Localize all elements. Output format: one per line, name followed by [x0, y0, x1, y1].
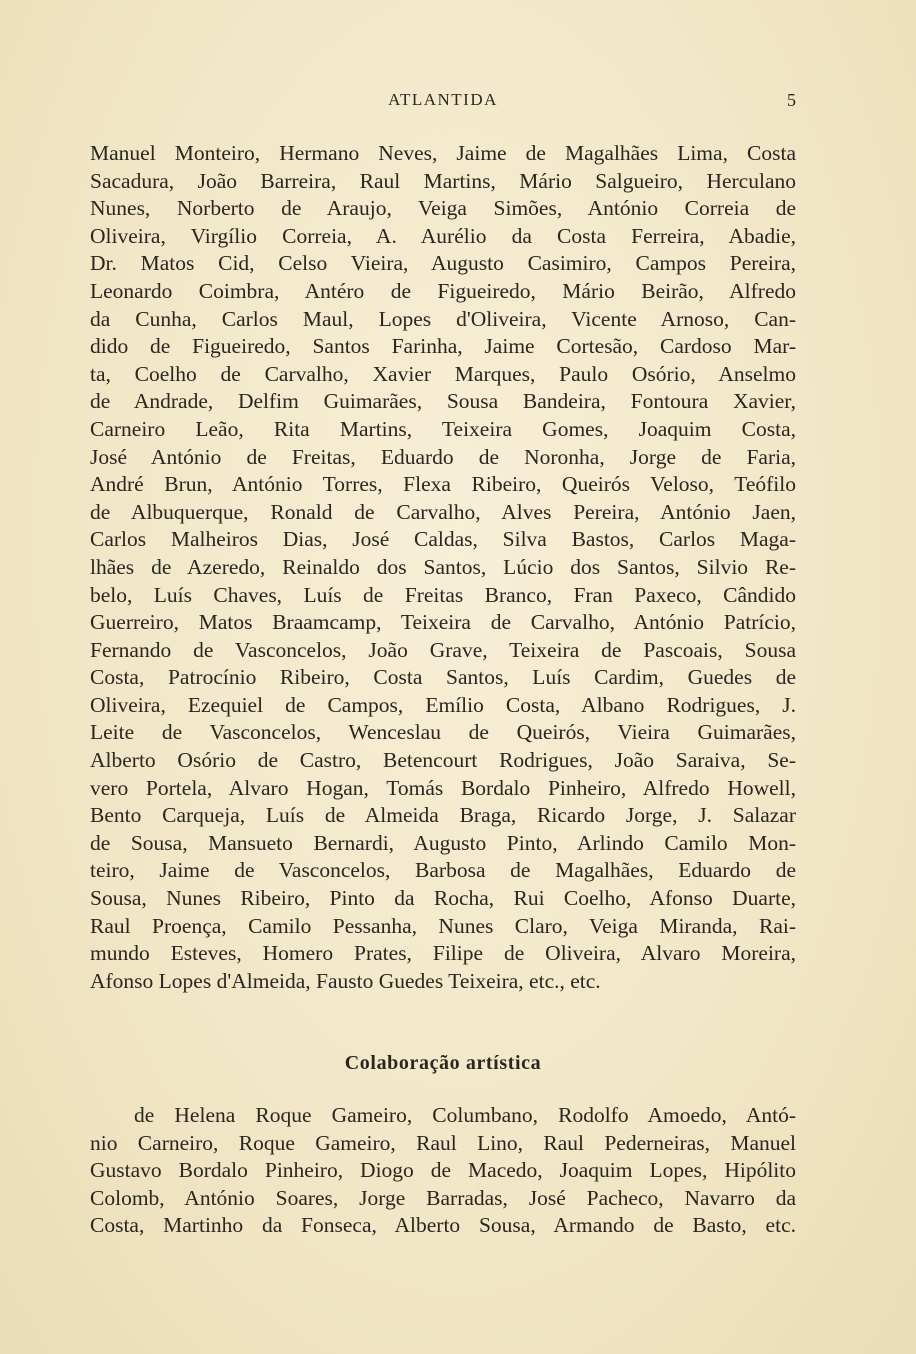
text-line: Colomb, António Soares, Jorge Barradas, José Pacheco, Navarro da: [90, 1185, 796, 1210]
text-line: Leonardo Coimbra, Antéro de Figueiredo, Mário Beirão, Alfredo: [90, 278, 796, 303]
text-line: Raul Proença, Camilo Pessanha, Nunes Claro, Veiga Miranda, Rai-: [90, 913, 796, 938]
running-header: [90, 90, 796, 114]
text-line: de Albuquerque, Ronald de Carvalho, Alves Pereira, António Jaen,: [90, 499, 796, 524]
artistic-paragraph: [90, 1102, 796, 1240]
contributors-paragraph: [90, 140, 796, 995]
text-line: lhães de Azeredo, Reinaldo dos Santos, Lúcio dos Santos, Silvio Re-: [90, 554, 796, 579]
text-line: Bento Carqueja, Luís de Almeida Braga, Ricardo Jorge, J. Salazar: [90, 803, 796, 828]
text-line: Leite de Vasconcelos, Wenceslau de Queirós, Vieira Guimarães,: [90, 720, 796, 745]
text-line: teiro, Jaime de Vasconcelos, Barbosa de Magalhães, Eduardo de: [90, 858, 796, 883]
text-line: de Andrade, Delfim Guimarães, Sousa Bandeira, Fontoura Xavier,: [90, 389, 796, 414]
text-line: Guerreiro, Matos Braamcamp, Teixeira de Carvalho, António Patrício,: [90, 610, 796, 635]
text-line: belo, Luís Chaves, Luís de Freitas Branco, Fran Paxeco, Cândido: [90, 582, 796, 607]
text-line: Costa, Martinho da Fonseca, Alberto Sousa, Armando de Basto, etc.: [90, 1213, 796, 1238]
text-line: ta, Coelho de Carvalho, Xavier Marques, Paulo Osório, Anselmo: [90, 361, 796, 386]
text-line: Sacadura, João Barreira, Raul Martins, Mário Salgueiro, Herculano: [90, 168, 796, 193]
text-line: de Helena Roque Gameiro, Columbano, Rodolfo Amoedo, Antó-: [134, 1103, 796, 1127]
text-line: André Brun, António Torres, Flexa Ribeiro, Queirós Veloso, Teófilo: [90, 472, 796, 497]
page-number: 5: [787, 90, 796, 110]
text-line: Dr. Matos Cid, Celso Vieira, Augusto Casimiro, Campos Pereira,: [90, 251, 796, 276]
text-line: de Sousa, Mansueto Bernardi, Augusto Pinto, Arlindo Camilo Mon-: [90, 830, 796, 855]
text-line: Gustavo Bordalo Pinheiro, Diogo de Macedo, Joaquim Lopes, Hipólito: [90, 1158, 796, 1183]
text-line: Sousa, Nunes Ribeiro, Pinto da Rocha, Rui Coelho, Afonso Duarte,: [90, 886, 796, 911]
text-line: Manuel Monteiro, Hermano Neves, Jaime de Magalhães Lima, Costa: [90, 141, 796, 165]
text-line: Carlos Malheiros Dias, José Caldas, Silva Bastos, Carlos Maga-: [90, 527, 796, 552]
text-line: dido de Figueiredo, Santos Farinha, Jaime Cortesão, Cardoso Mar-: [90, 334, 796, 359]
text-line: Fernando de Vasconcelos, João Grave, Teixeira de Pascoais, Sousa: [90, 637, 796, 662]
text-line: Carneiro Leão, Rita Martins, Teixeira Gomes, Joaquim Costa,: [90, 416, 796, 441]
text-line: Oliveira, Virgílio Correia, A. Aurélio da Costa Ferreira, Abadie,: [90, 223, 796, 248]
text-line: vero Portela, Alvaro Hogan, Tomás Bordalo Pinheiro, Alfredo Howell,: [90, 775, 796, 800]
section-heading: Colaboração artística: [344, 1052, 542, 1074]
running-title: ATLANTIDA: [388, 90, 498, 109]
text-line: Afonso Lopes d'Almeida, Fausto Guedes Teixeira, etc., etc.: [90, 968, 601, 993]
text-line: mundo Esteves, Homero Prates, Filipe de Oliveira, Alvaro Moreira,: [90, 941, 796, 966]
text-line: Costa, Patrocínio Ribeiro, Costa Santos, Luís Cardim, Guedes de: [90, 665, 796, 690]
text-line: nio Carneiro, Roque Gameiro, Raul Lino, Raul Pederneiras, Manuel: [90, 1130, 796, 1155]
text-line: Oliveira, Ezequiel de Campos, Emílio Costa, Albano Rodrigues, J.: [90, 692, 796, 717]
text-line: Alberto Osório de Castro, Betencourt Rodrigues, João Saraiva, Se-: [90, 748, 796, 773]
text-line: Nunes, Norberto de Araujo, Veiga Simões, António Correia de: [90, 196, 796, 221]
text-line: da Cunha, Carlos Maul, Lopes d'Oliveira, Vicente Arnoso, Can-: [90, 306, 796, 331]
text-line: José António de Freitas, Eduardo de Noronha, Jorge de Faria,: [90, 444, 796, 469]
